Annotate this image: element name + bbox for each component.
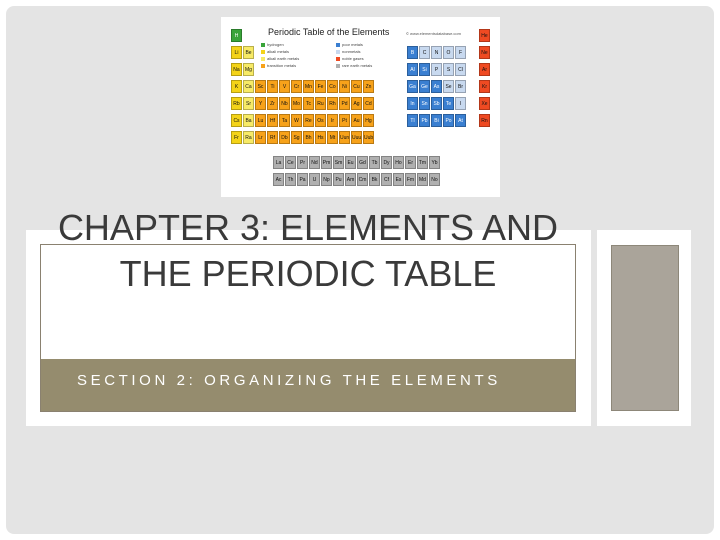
element-cell: H — [231, 29, 242, 42]
element-cell: He — [479, 29, 490, 42]
element-cell: Sg — [291, 131, 302, 144]
slide-title: CHAPTER 3: ELEMENTS AND THE PERIODIC TABLE — [57, 207, 559, 294]
element-cell: Eu — [345, 156, 356, 169]
slide-subtitle: SECTION 2: ORGANIZING THE ELEMENTS — [77, 372, 501, 389]
legend-item: transition metals — [261, 63, 296, 68]
element-cell: B — [407, 46, 418, 59]
element-cell: Ce — [285, 156, 296, 169]
element-cell: Sn — [419, 97, 430, 110]
legend-item: hydrogen — [261, 42, 284, 47]
element-cell: Gd — [357, 156, 368, 169]
element-cell: Cm — [357, 173, 368, 186]
element-cell: Mo — [291, 97, 302, 110]
element-cell: Zn — [363, 80, 374, 93]
element-cell: Cf — [381, 173, 392, 186]
periodic-table-legend — [261, 42, 411, 74]
element-cell: Db — [279, 131, 290, 144]
element-cell: Ba — [243, 114, 254, 127]
element-cell: Pr — [297, 156, 308, 169]
element-cell: Pb — [419, 114, 430, 127]
periodic-table-image — [221, 17, 500, 197]
legend-item: alkali earth metals — [261, 56, 299, 61]
legend-item: nonmetals — [336, 49, 360, 54]
element-cell: Ta — [279, 114, 290, 127]
element-cell: I — [455, 97, 466, 110]
element-cell: Au — [351, 114, 362, 127]
element-cell: Os — [315, 114, 326, 127]
element-cell: Ra — [243, 131, 254, 144]
element-cell: Fr — [231, 131, 242, 144]
element-cell: Se — [443, 80, 454, 93]
element-cell: Cl — [455, 63, 466, 76]
element-cell: P — [431, 63, 442, 76]
element-cell: Fe — [315, 80, 326, 93]
element-cell: No — [429, 173, 440, 186]
element-cell: Am — [345, 173, 356, 186]
element-cell: Cd — [363, 97, 374, 110]
element-cell: Hg — [363, 114, 374, 127]
legend-item: poor metals — [336, 42, 363, 47]
legend-item: alkali metals — [261, 49, 289, 54]
element-cell: Si — [419, 63, 430, 76]
element-cell: Al — [407, 63, 418, 76]
element-cell: At — [455, 114, 466, 127]
legend-item: noble gases — [336, 56, 364, 61]
element-cell: Ac — [273, 173, 284, 186]
element-cell: Sm — [333, 156, 344, 169]
element-cell: Co — [327, 80, 338, 93]
element-cell: Th — [285, 173, 296, 186]
periodic-table-heading: Periodic Table of the Elements — [268, 27, 390, 37]
element-cell: Na — [231, 63, 242, 76]
element-cell: Lr — [255, 131, 266, 144]
element-cell: Ga — [407, 80, 418, 93]
element-cell: Tb — [369, 156, 380, 169]
element-cell: Rb — [231, 97, 242, 110]
element-cell: Ne — [479, 46, 490, 59]
element-cell: Re — [303, 114, 314, 127]
element-cell: Np — [321, 173, 332, 186]
element-cell: Ti — [267, 80, 278, 93]
element-cell: Yb — [429, 156, 440, 169]
element-cell: Rf — [267, 131, 278, 144]
element-cell: Mn — [303, 80, 314, 93]
element-cell: Cs — [231, 114, 242, 127]
element-cell: Bk — [369, 173, 380, 186]
element-cell: Pm — [321, 156, 332, 169]
element-cell: Ge — [419, 80, 430, 93]
element-cell: Nb — [279, 97, 290, 110]
element-cell: Li — [231, 46, 242, 59]
element-cell: Xe — [479, 97, 490, 110]
element-cell: Mg — [243, 63, 254, 76]
element-cell: Rn — [479, 114, 490, 127]
element-cell: Sr — [243, 97, 254, 110]
element-cell: Tm — [417, 156, 428, 169]
element-cell: Sc — [255, 80, 266, 93]
element-cell: O — [443, 46, 454, 59]
element-cell: Pt — [339, 114, 350, 127]
element-cell: S — [443, 63, 454, 76]
element-cell: Rh — [327, 97, 338, 110]
element-cell: Zr — [267, 97, 278, 110]
element-cell: Br — [455, 80, 466, 93]
element-cell: Ca — [243, 80, 254, 93]
element-cell: Sb — [431, 97, 442, 110]
element-cell: V — [279, 80, 290, 93]
element-cell: Bh — [303, 131, 314, 144]
element-cell: F — [455, 46, 466, 59]
element-cell: Ru — [315, 97, 326, 110]
element-cell: Er — [405, 156, 416, 169]
element-cell: Cu — [351, 80, 362, 93]
element-cell: W — [291, 114, 302, 127]
element-cell: Pa — [297, 173, 308, 186]
element-cell: La — [273, 156, 284, 169]
element-cell: Pd — [339, 97, 350, 110]
element-cell: Te — [443, 97, 454, 110]
element-cell: N — [431, 46, 442, 59]
element-cell: Tl — [407, 114, 418, 127]
element-cell: As — [431, 80, 442, 93]
periodic-table-url: © www.elementsdatabase.com — [406, 31, 461, 36]
element-cell: Y — [255, 97, 266, 110]
element-cell: Fm — [405, 173, 416, 186]
element-cell: Lu — [255, 114, 266, 127]
element-cell: K — [231, 80, 242, 93]
legend-item: rare earth metals — [336, 63, 372, 68]
element-cell: Md — [417, 173, 428, 186]
element-cell: U — [309, 173, 320, 186]
element-cell: Tc — [303, 97, 314, 110]
element-cell: Be — [243, 46, 254, 59]
element-cell: Ni — [339, 80, 350, 93]
element-cell: Uuu — [351, 131, 362, 144]
element-cell: Cr — [291, 80, 302, 93]
element-cell: Pu — [333, 173, 344, 186]
element-cell: Mt — [327, 131, 338, 144]
element-cell: Nd — [309, 156, 320, 169]
element-cell: Po — [443, 114, 454, 127]
element-cell: In — [407, 97, 418, 110]
element-cell: Hf — [267, 114, 278, 127]
element-cell: Dy — [381, 156, 392, 169]
element-cell: Ho — [393, 156, 404, 169]
element-cell: Ar — [479, 63, 490, 76]
element-cell: Es — [393, 173, 404, 186]
element-cell: Ag — [351, 97, 362, 110]
element-cell: Uun — [339, 131, 350, 144]
element-cell: C — [419, 46, 430, 59]
element-cell: Hs — [315, 131, 326, 144]
side-accent-rectangle — [611, 245, 679, 411]
element-cell: Uub — [363, 131, 374, 144]
element-cell: Kr — [479, 80, 490, 93]
element-cell: Bi — [431, 114, 442, 127]
element-cell: Ir — [327, 114, 338, 127]
